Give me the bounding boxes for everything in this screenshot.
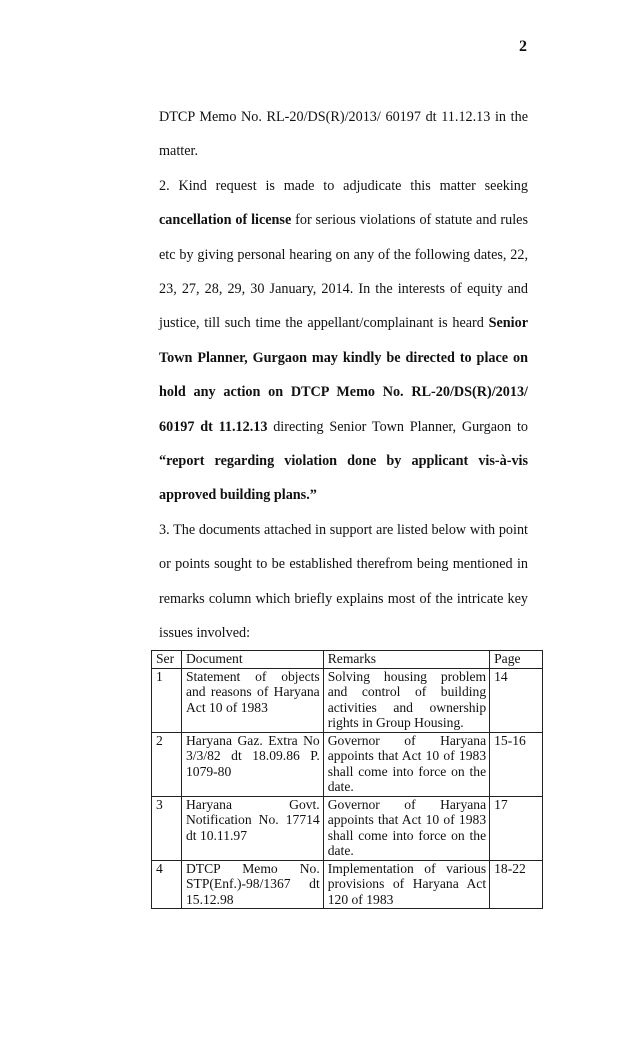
cell-remarks: Governor of Haryana appoints that Act 10 of 1983 shall come into force on the date. <box>323 796 489 860</box>
table-row <box>152 668 543 732</box>
header-remarks: Remarks <box>323 651 489 669</box>
cell-document: Haryana Govt. Notification No. 17714 dt 10.11.97 <box>181 796 323 860</box>
cell-page: 14 <box>490 668 543 732</box>
cell-page: 18-22 <box>490 860 543 909</box>
p2-bold-license: cancellation of license <box>159 212 292 229</box>
paragraph-2 <box>159 169 528 513</box>
p2-text-c: for serious violations of statute and rules etc by giving personal hearing on any of the following dates, 22, 23, 27, 28, 29, 30 January, 2014. In the interests of equity and justice, till such time the appellant/complainant is heard <box>159 212 528 332</box>
cell-ser: 2 <box>152 732 182 796</box>
table-row <box>152 860 543 909</box>
cell-document: Haryana Gaz. Extra No 3/3/82 dt 18.09.86 P. 1079-80 <box>181 732 323 796</box>
table-row <box>152 796 543 860</box>
p2-bold-request: Senior Town Planner, Gurgaon may kindly be directed to place on hold any action on DTCP Memo No. RL-20/DS(R)/2013/ 60197 dt 11.12.13 <box>159 315 528 435</box>
table-row <box>152 732 543 796</box>
header-ser: Ser <box>152 651 182 669</box>
page-number: 2 <box>519 38 527 55</box>
cell-ser: 1 <box>152 668 182 732</box>
paragraph-1: DTCP Memo No. RL-20/DS(R)/2013/ 60197 dt 11.12.13 in the matter. <box>159 109 528 160</box>
cell-remarks: Governor of Haryana appoints that Act 10 of 1983 shall come into force on the date. <box>323 732 489 796</box>
cell-document: DTCP Memo No. STP(Enf.)-98/1367 dt 15.12.98 <box>181 860 323 909</box>
header-document: Document <box>181 651 323 669</box>
p2-bold-quote: “report regarding violation done by applicant vis-à-vis approved building plans.” <box>159 453 528 504</box>
letter-body <box>159 100 528 651</box>
p2-text-e: directing Senior Town Planner, Gurgaon to <box>267 418 528 435</box>
cell-remarks: Solving housing problem and control of building activities and ownership rights in Group Housing. <box>323 668 489 732</box>
cell-remarks: Implementation of various provisions of Haryana Act 120 of 1983 <box>323 860 489 909</box>
cell-document: Statement of objects and reasons of Haryana Act 10 of 1983 <box>181 668 323 732</box>
cell-page: 15-16 <box>490 732 543 796</box>
paragraph-3: 3. The documents attached in support are listed below with point or points sought to be established therefrom being mentioned in remarks column which briefly explains most of the intricate key issues involved: <box>159 521 528 642</box>
header-page: Page <box>490 651 543 669</box>
table-header-row <box>152 651 543 669</box>
documents-table <box>151 650 543 909</box>
cell-ser: 4 <box>152 860 182 909</box>
cell-ser: 3 <box>152 796 182 860</box>
p2-text-a: 2. Kind request is made to adjudicate this matter seeking <box>159 177 528 194</box>
cell-page: 17 <box>490 796 543 860</box>
